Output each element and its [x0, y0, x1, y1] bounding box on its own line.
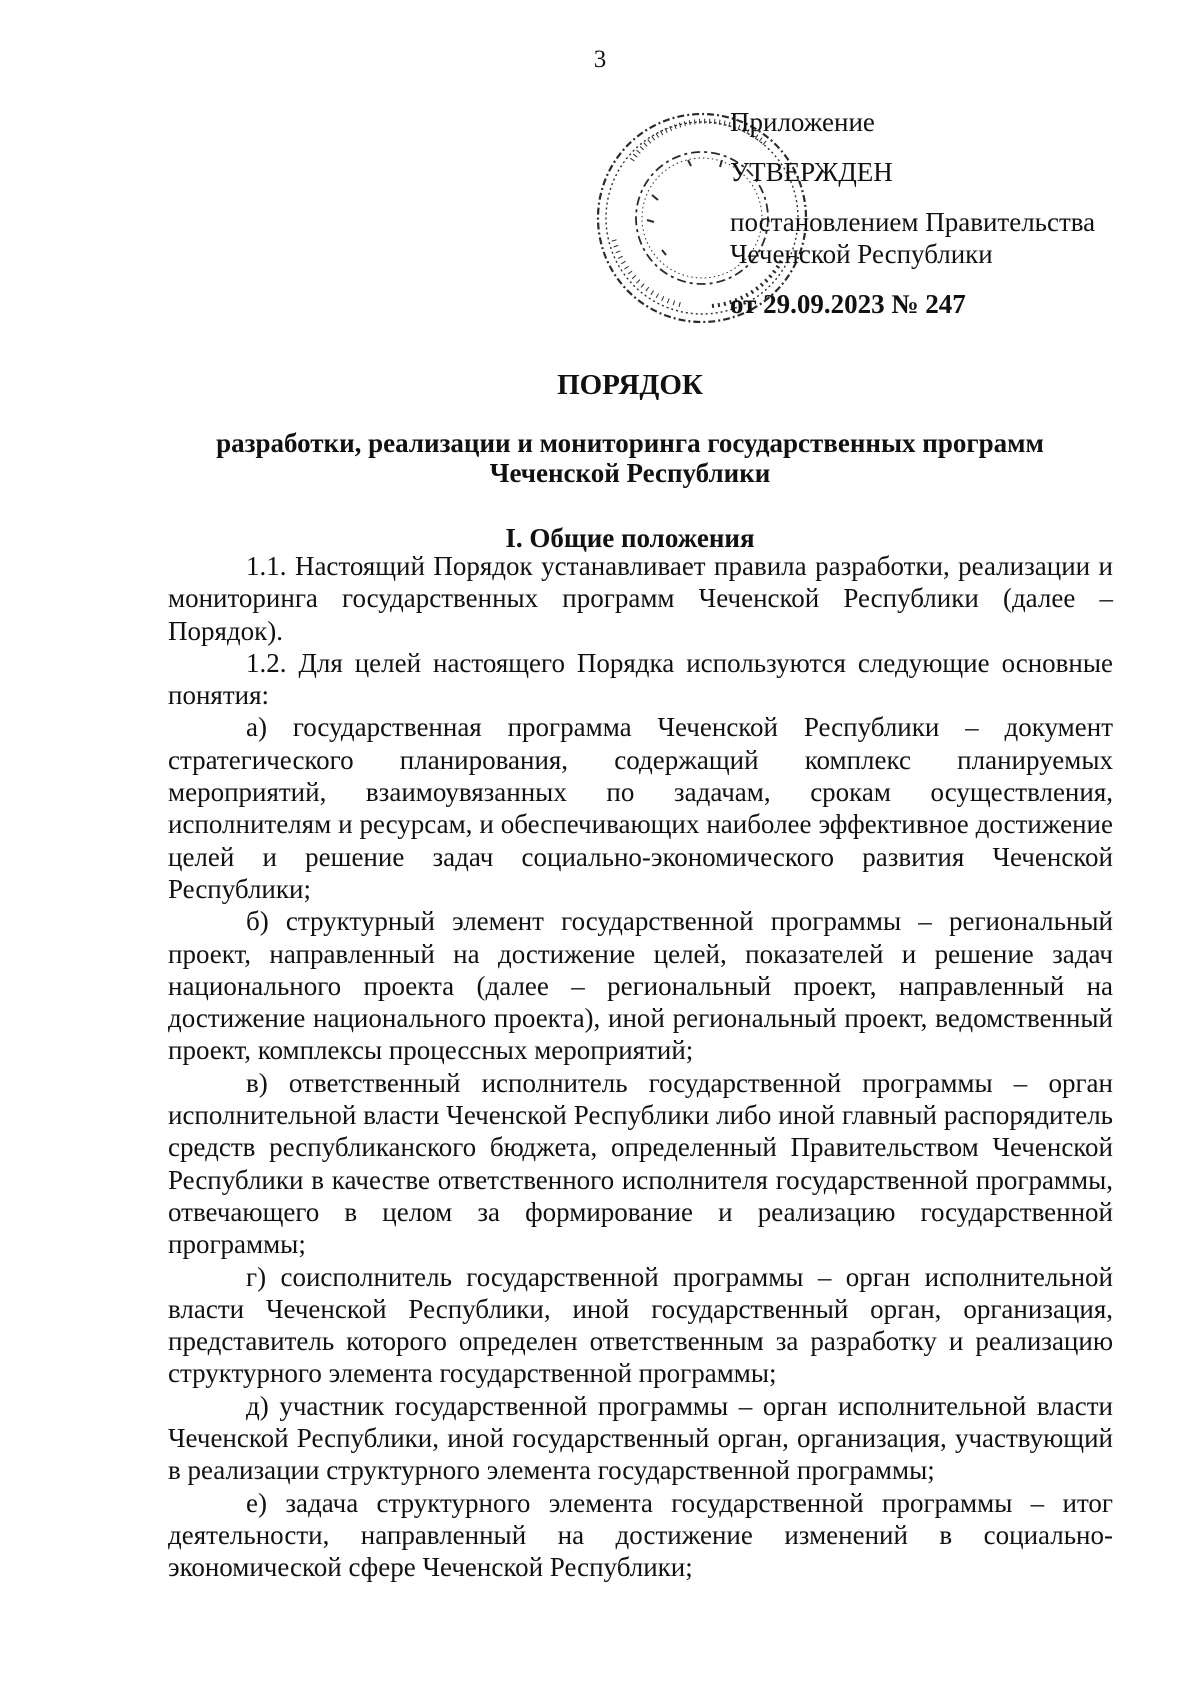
paragraph-1-1: 1.1. Настоящий Порядок устанавливает правила разработки, реализации и мониторинга государственных программ Чеченской Республики (далее – Порядок).: [168, 551, 1113, 646]
document-title: ПОРЯДОК: [557, 369, 703, 401]
section-heading: I. Общие положения: [505, 523, 755, 553]
definition-d: д) участник государственной программы – орган исполнительной власти Чеченской Республики, иной государственный орган, организация, участвующий в реализации структурного элемента государственной программы;: [168, 1390, 1113, 1486]
title-block: [160, 368, 1100, 554]
resolution-date-number: от 29.09.2023 № 247: [730, 289, 966, 319]
definition-a: а) государственная программа Чеченской Республики – документ стратегического планирования, содержащий комплекс планируемых мероприятий, взаимоувязанных по задачам, срокам осуществления, исполнителям и ресурсам, и обеспечивающих наиболее эффективное достижение целей и решение задач социально-экономического развития Чеченской Республики;: [168, 712, 1113, 904]
paragraph-1-2: 1.2. Для целей настоящего Порядка используются следующие основные понятия:: [168, 647, 1113, 711]
approved-by-line-1: постановлением Правительства: [730, 207, 1096, 237]
definition-v: в) ответственный исполнитель государственной программы – орган исполнительной власти Чеченской Республики либо иной главный распорядитель средств республиканского бюджета, определенный Правительством Чеченской Республики в качестве ответственного исполнителя государственной программы, отвечающего в целом за формирование и реализацию государственной программы;: [168, 1067, 1113, 1260]
definition-e: е) задача структурного элемента государственной программы – итог деятельности, направленный на достижение изменений в социально-экономической сфере Чеченской Республики;: [168, 1487, 1113, 1583]
approval-block: [730, 106, 1150, 320]
definition-g: г) соисполнитель государственной программы – орган исполнительной власти Чеченской Республики, иной государственный орган, организация, представитель которого определен ответственным за разработку и реализацию структурного элемента государственной программы;: [168, 1261, 1113, 1389]
document-body: [168, 550, 1113, 1584]
document-subtitle: разработки, реализации и мониторинга государственных программ Чеченской Республики: [216, 428, 1044, 488]
definition-b: б) структурный элемент государственной программы – региональный проект, направленный на достижение целей, показателей и решение задач национального проекта (далее – региональный проект, направленный на достижение национального проекта), иной региональный проект, ведомственный проект, комплексы процессных мероприятий;: [168, 906, 1113, 1066]
approved-by-line-2: Чеченской Республики: [730, 239, 993, 269]
page-number: 3: [593, 46, 607, 73]
approved-label: УТВЕРЖДЕН: [730, 157, 893, 187]
appendix-label: Приложение: [730, 107, 875, 137]
